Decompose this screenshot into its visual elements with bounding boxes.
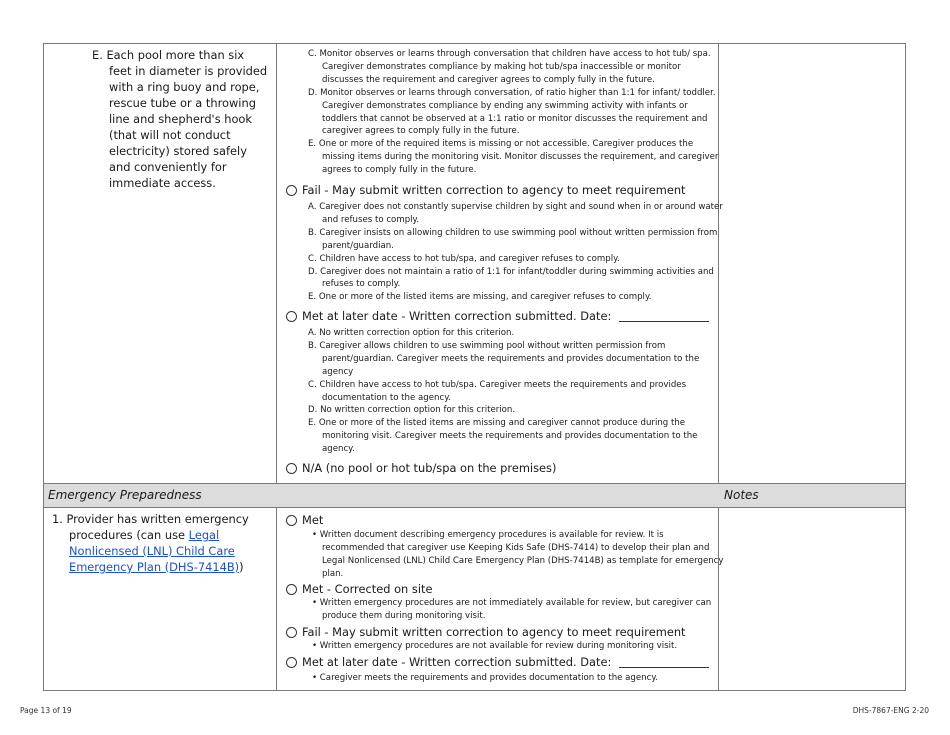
ep-met-bullets	[312, 529, 724, 581]
ep-later-option[interactable]	[286, 655, 709, 669]
list-item: A. Caregiver does not constantly supervise children by sight and sound when in or around water and refuses to comply.	[308, 202, 723, 225]
list-item: • Written emergency procedures are not immediately available for review, but caregiver can produce them during monitoring visit.	[312, 598, 712, 621]
list-item: A. No written correction option for this criterion.	[308, 328, 515, 338]
page-number: Page 13 of 19	[20, 706, 72, 715]
list-item: E. One or more of the listed items are missing, and caregiver refuses to comply.	[308, 292, 652, 303]
form-number: DHS-7867-ENG 2-20	[852, 706, 929, 715]
ep-fail-option[interactable]	[286, 625, 686, 639]
radio-button[interactable]	[286, 627, 297, 638]
list-item: C. Children have access to hot tub/spa, and caregiver refuses to comply.	[308, 253, 620, 264]
ep-met-option[interactable]	[286, 513, 323, 527]
radio-button[interactable]	[286, 463, 297, 474]
ep-later-bullets	[312, 672, 724, 685]
radio-button[interactable]	[286, 515, 297, 526]
ep-later-label: Met at later date - Written correction submitted. Date:	[302, 655, 612, 669]
criterion-1	[52, 511, 272, 575]
met-later-label: Met at later date - Written correction submitted. Date:	[302, 309, 612, 323]
met-later-items	[308, 327, 723, 456]
criterion-1-text: 1. Provider has written emergency procedures (can use	[52, 512, 249, 542]
fail-option[interactable]	[286, 183, 686, 197]
ep-fail-bullets	[312, 640, 724, 653]
fail-label: Fail - May submit written correction to agency to meet requirement	[302, 183, 686, 197]
list-item: • Written emergency procedures are not available for review during monitoring visit.	[312, 641, 678, 651]
list-item: C. Monitor observes or learns through conversation that children have access to hot tub/ spa. Caregiver demonstrates compliance by making hot tub/spa inaccessible or monitor discusses the requirement and caregiver agrees to comply fully in the future.	[308, 49, 711, 85]
ep-corrected-label: Met - Corrected on site	[302, 582, 433, 596]
list-item: D. Caregiver does not maintain a ratio of 1:1 for infant/toddler during swimming activities and refuses to comply.	[308, 266, 714, 290]
radio-button[interactable]	[286, 657, 297, 668]
list-item: D. No written correction option for this criterion.	[308, 405, 516, 416]
met-later-option[interactable]	[286, 309, 709, 323]
section-title: Emergency Preparedness	[48, 488, 202, 502]
ep-fail-label: Fail - May submit written correction to agency to meet requirement	[302, 625, 686, 639]
na-option[interactable]	[286, 461, 556, 475]
list-item: E. One or more of the listed items are missing and caregiver cannot produce during the monitoring visit. Caregiver meets the requirements and provides documentation to the agency.	[308, 418, 698, 455]
date-field[interactable]	[619, 656, 709, 668]
radio-button[interactable]	[286, 584, 297, 595]
column-divider	[276, 44, 277, 690]
row-divider	[44, 507, 905, 508]
list-item: C. Children have access to hot tub/spa. Caregiver meets the requirements and provides documentation to the agency.	[308, 379, 687, 403]
list-item: • Written document describing emergency procedures is available for review. It is recommended that caregiver use Keeping Kids Safe (DHS-7414) to develop their plan and Legal Nonlicensed (LNL) Child Care Emergency Plan (DHS-7414B) as template for emergency plan.	[312, 530, 724, 579]
date-field[interactable]	[619, 310, 709, 322]
notes-column-title: Notes	[724, 488, 759, 502]
fail-items	[308, 201, 723, 304]
list-item: B. Caregiver insists on allowing children to use swimming pool without written permission from parent/guardian.	[308, 227, 718, 251]
radio-button[interactable]	[286, 311, 297, 322]
emergency-plan-link[interactable]: Legal Nonlicensed (LNL) Child Care Emergency Plan (DHS-7414B)	[69, 528, 240, 574]
met-corrected-items	[308, 48, 723, 177]
criterion-e: E. Each pool more than six feet in diameter is provided with a ring buoy and rope, rescue tube or a throwing line and shepherd's hook (that will not conduct electricity) stored safely and conveniently for immediate access.	[92, 48, 268, 190]
na-label: N/A (no pool or hot tub/spa on the premises)	[302, 461, 557, 475]
list-item: • Caregiver meets the requirements and provides documentation to the agency.	[312, 673, 658, 683]
row-divider	[44, 483, 905, 484]
ep-corrected-bullets	[312, 597, 724, 623]
form-table	[43, 43, 906, 691]
ep-corrected-option[interactable]	[286, 582, 432, 596]
radio-button[interactable]	[286, 185, 297, 196]
list-item: E. One or more of the required items is missing or not accessible. Caregiver produces the missing items during the monitoring visit. Monitor discusses the requirement, and caregiver agrees to comply fully in the future.	[308, 139, 719, 176]
list-item: B. Caregiver allows children to use swimming pool without written permission from parent/guardian. Caregiver meets the requirements and provides documentation to the agency	[308, 340, 700, 377]
list-item: D. Monitor observes or learns through conversation, of ratio higher than 1:1 for infant/ toddler. Caregiver demonstrates compliance by ending any swimming activity with infants or toddlers that cannot be observed at a 1:1 ratio or monitor discusses the requirement and caregiver agrees to comply fully in the future.	[308, 87, 716, 137]
ep-met-label: Met	[302, 513, 324, 527]
criterion-1-suffix: )	[239, 560, 244, 574]
